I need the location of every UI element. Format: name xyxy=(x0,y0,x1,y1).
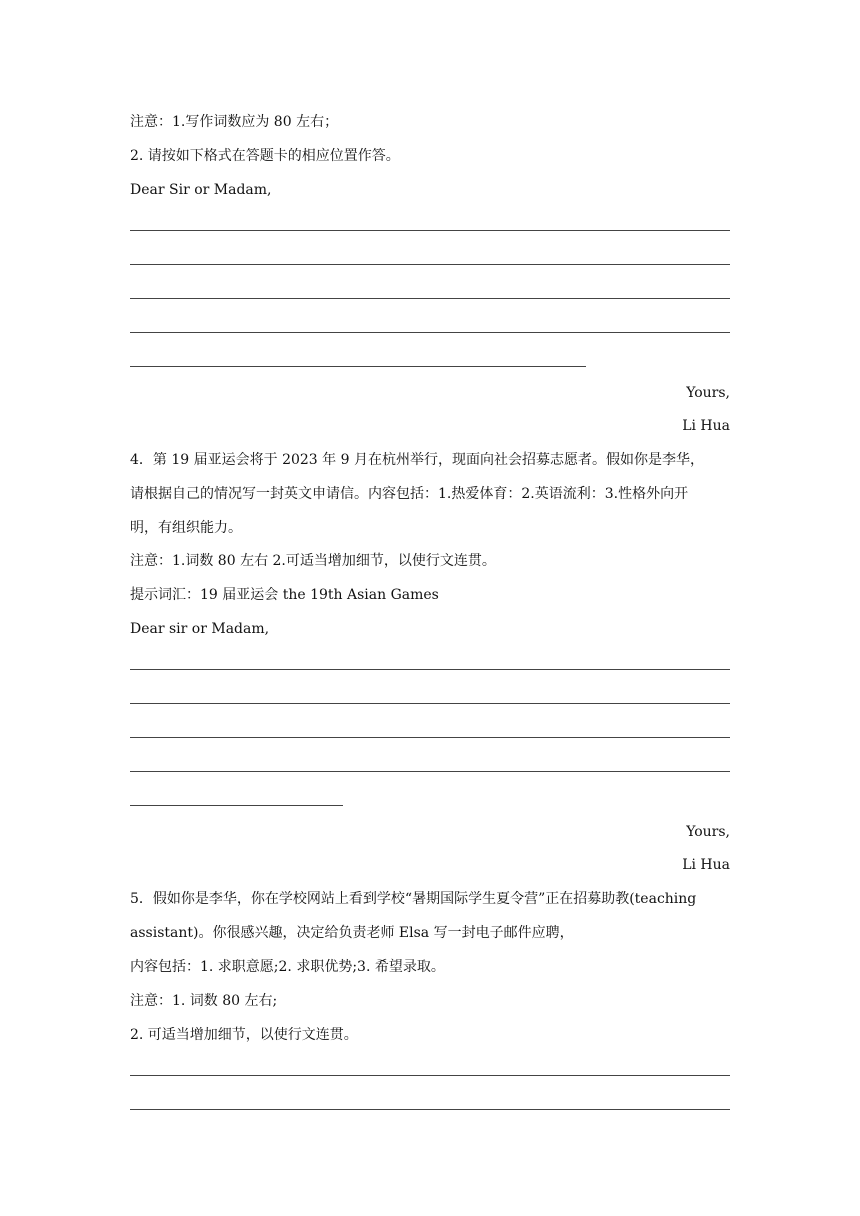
q3-signature: Li Hua xyxy=(682,418,730,434)
q4-prompt-line-1: 4．第 19 届亚运会将于 2023 年 9 月在杭州举行，现面向社会招募志愿者。假如你是李华， xyxy=(130,452,704,468)
answer-line xyxy=(130,230,730,231)
q5-content: 内容包括：1. 求职意愿;2. 求职优势;3. 希望录取。 xyxy=(130,959,445,975)
q3-note-1: 注意：1.写作词数应为 80 左右； xyxy=(130,114,339,130)
answer-line xyxy=(130,264,730,265)
answer-line xyxy=(130,332,730,333)
q5-note-1: 注意：1. 词数 80 左右; xyxy=(130,993,278,1009)
q4-note: 注意：1.词数 80 左右 2.可适当增加细节，以使行文连贯。 xyxy=(130,553,496,569)
answer-line xyxy=(130,669,730,670)
q4-prompt-line-2: 请根据自己的情况写一封英文申请信。内容包括：1.热爱体育：2.英语流利：3.性格外向开 xyxy=(130,486,689,502)
q4-prompt-line-3: 明，有组织能力。 xyxy=(130,520,242,536)
q4-hint: 提示词汇：19 届亚运会 the 19th Asian Games xyxy=(130,587,439,603)
q3-closing: Yours, xyxy=(686,385,730,401)
q4-signature: Li Hua xyxy=(682,857,730,873)
answer-line xyxy=(130,366,586,367)
q4-closing: Yours, xyxy=(686,824,730,840)
q4-salutation: Dear sir or Madam, xyxy=(130,621,270,637)
answer-line xyxy=(130,703,730,704)
q3-note-2: 2. 请按如下格式在答题卡的相应位置作答。 xyxy=(130,148,400,164)
answer-line xyxy=(130,1075,730,1076)
answer-line xyxy=(130,1109,730,1110)
q5-prompt-line-1: 5．假如你是李华，你在学校网站上看到学校“暑期国际学生夏令营”正在招募助教(teaching xyxy=(130,891,697,907)
answer-line xyxy=(130,737,730,738)
answer-line xyxy=(130,805,343,806)
q5-prompt-line-2: assistant)。你很感兴趣，决定给负责老师 Elsa 写一封电子邮件应聘， xyxy=(130,925,574,941)
answer-line xyxy=(130,771,730,772)
answer-line xyxy=(130,298,730,299)
q5-note-2: 2. 可适当增加细节，以使行文连贯。 xyxy=(130,1027,358,1043)
q3-salutation: Dear Sir or Madam, xyxy=(130,182,272,198)
